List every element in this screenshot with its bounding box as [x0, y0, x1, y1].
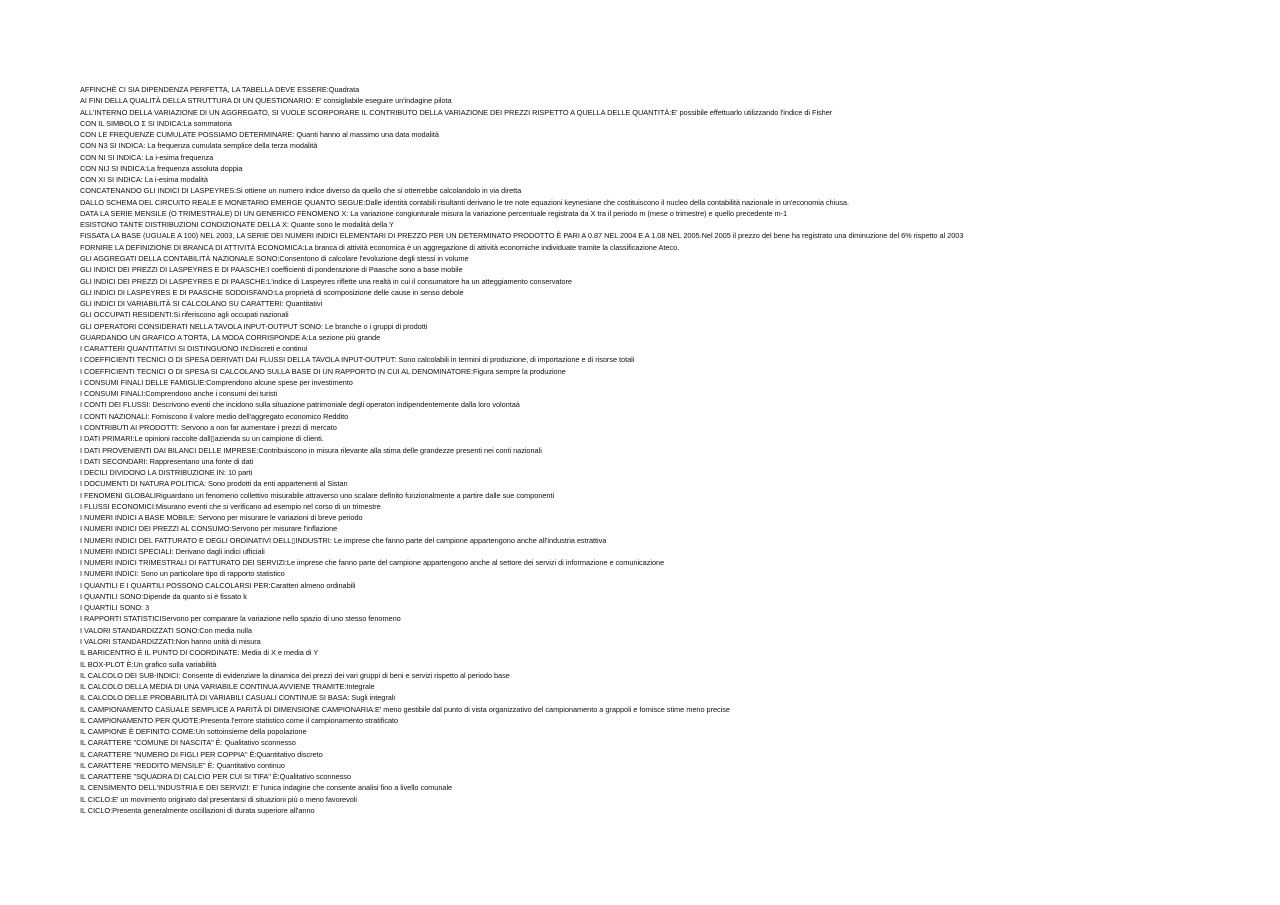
document-line: GUARDANDO UN GRAFICO A TORTA, LA MODA CORRISPONDE A:La sezione più grande: [80, 332, 381, 342]
document-line: IL BARICENTRO È IL PUNTO DI COORDINATE: Media di X e media di Y: [80, 648, 319, 658]
document-line: I VALORI STANDARDIZZATI:Non hanno unità di misura: [80, 637, 261, 647]
document-line: IL CARATTERE "SQUADRA DI CALCIO PER CUI SI TIFA" È:Qualitativo sconnesso: [80, 772, 351, 782]
document-line: I CONTRIBUTI AI PRODOTTI: Servono a non far aumentare i prezzi di mercato: [80, 422, 337, 432]
document-line: IL CARATTERE "NUMERO DI FIGLI PER COPPIA" È:Quantitativo discreto: [80, 749, 323, 759]
document-line: I DATI SECONDARI: Rappresentano una fonte di dati: [80, 456, 254, 466]
document-line: I QUANTILI E I QUARTILI POSSONO CALCOLARSI PER:Caratteri almeno ordinabili: [80, 580, 356, 590]
document-line: I DOCUMENTI DI NATURA POLITICA: Sono prodotti da enti appartenenti al Sistan: [80, 479, 348, 489]
document-line: FISSATA LA BASE (UGUALE A 100) NEL 2003, LA SERIE DEI NUMERI INDICI ELEMENTARI DI PREZZO PER UN DETERMINATO PRODOTTO È PARI A 0.87 NEL 2004 E A 1.08 NEL 2005.Nel 2005 il prezzo del bene ha registrato una diminuzione del 6% rispetto al 2003: [80, 231, 964, 241]
document-line: I FENOMENI GLOBALIRiguardano un fenomeno collettivo misurabile attraverso uno scalare definito funzionalmente a partire dalle sue componenti: [80, 490, 555, 500]
document-line: I CARATTERI QUANTITATIVI SI DISTINGUONO IN:Discreti e continui: [80, 344, 308, 354]
document-line: I QUANTILI SONO:Dipende da quanto si è fissato k: [80, 591, 247, 601]
document-line: CON LE FREQUENZE CUMULATE POSSIAMO DETERMINARE: Quanti hanno al massimo una data modalità: [80, 130, 439, 140]
document-line: IL CARATTERE "COMUNE DI NASCITA" È: Qualitativo sconnesso: [80, 738, 296, 748]
document-line: IL CENSIMENTO DELL'INDUSTRIA E DEI SERVIZI: E' l'unica indagine che consente analisi fino a livello comunale: [80, 783, 453, 793]
document-line: AI FINI DELLA QUALITÀ DELLA STRUTTURA DI UN QUESTIONARIO: E' consigliabile eseguire un'indagine pilota: [80, 96, 452, 106]
document-line: CON XI SI INDICA: La i-esima modalità: [80, 175, 208, 185]
document-line: I DATI PRIMARI:Le opinioni raccolte dall▯azienda su un campione di clienti.: [80, 434, 324, 444]
document-line: I COEFFICIENTI TECNICI O DI SPESA SI CALCOLANO SULLA BASE DI UN RAPPORTO IN CUI AL DENOMINATORE:Figura sempre la produzione: [80, 366, 566, 376]
document-line: I DECILI DIVIDONO LA DISTRIBUZIONE IN: 10 parti: [80, 468, 253, 478]
document-line: I NUMERI INDICI DEI PREZZI AL CONSUMO:Servono per misurare l'inflazione: [80, 524, 338, 534]
document-line: I CONSUMI FINALI:Comprendono anche i consumi dei turisti: [80, 389, 278, 399]
document-text-block: [80, 84, 1260, 816]
document-line: I NUMERI INDICI TRIMESTRALI DI FATTURATO DEI SERVIZI:Le imprese che fanno parte del campione appartengono anche al settore dei servizi di informazione e comunicazione: [80, 558, 665, 568]
document-line: IL CAMPIONE È DEFINITO COME:Un sottoinsieme della popolazione: [80, 727, 307, 737]
document-line: CON NIJ SI INDICA:La frequenza assoluta doppia: [80, 163, 243, 173]
document-line: GLI OPERATORI CONSIDERATI NELLA TAVOLA INPUT-OUTPUT SONO: Le branche o i gruppi di prodotti: [80, 321, 428, 331]
document-line: I QUARTILI SONO: 3: [80, 603, 150, 613]
document-line: I DATI PROVENIENTI DAI BILANCI DELLE IMPRESE:Contribuiscono in misura rilevante alla stima delle grandezze presenti nei conti nazionali: [80, 445, 542, 455]
document-line: IL CALCOLO DELLA MEDIA DI UNA VARIABILE CONTINUA AVVIENE TRAMITE:Integrale: [80, 682, 375, 692]
document-line: ALL'INTERNO DELLA VARIAZIONE DI UN AGGREGATO, SI VUOLE SCORPORARE IL CONTRIBUTO DELLA VARIAZIONE DEI PREZZI RISPETTO A QUELLA DELLE QUANTITÀ:E' possibile effettuarlo utilizzando l'indice di Fisher: [80, 107, 833, 117]
document-line: GLI INDICI DI LASPEYRES E DI PAASCHE SODDISFANO:La proprietà di scomposizione delle cause in senso debole: [80, 287, 464, 297]
document-line: I VALORI STANDARDIZZATI SONO:Con media nulla: [80, 625, 252, 635]
document-line: I NUMERI INDICI A BASE MOBILE: Servono per misurare le variazioni di breve periodo: [80, 513, 363, 523]
document-line: ESISTONO TANTE DISTRIBUZIONI CONDIZIONATE DELLA X: Quante sono le modalità della Y: [80, 220, 394, 230]
document-line: IL CICLO:E' un movimento originato dal presentarsi di situazioni più o meno favorevoli: [80, 794, 358, 804]
document-line: GLI INDICI DEI PREZZI DI LASPEYRES E DI PAASCHE:I coefficienti di ponderazione di Paasche sono a base mobile: [80, 265, 463, 275]
document-line: I NUMERI INDICI: Sono un particolare tipo di rapporto statistico: [80, 569, 285, 579]
document-line: I FLUSSI ECONOMICI:Misurano eventi che si verificano ad esempio nel corso di un trimestre: [80, 501, 381, 511]
document-line: AFFINCHÈ CI SIA DIPENDENZA PERFETTA, LA TABELLA DEVE ESSERE:Quadrata: [80, 85, 360, 94]
document-line: CON NI SI INDICA: La i-esima frequenza: [80, 152, 214, 162]
document-line: GLI INDICI DI VARIABILITÀ SI CALCOLANO SU CARATTERI: Quantitativi: [80, 299, 323, 309]
document-line: I NUMERI INDICI SPECIALI: Derivano dagli indici ufficiali: [80, 546, 265, 556]
document-line: IL CAMPIONAMENTO CASUALE SEMPLICE A PARITÀ DI DIMENSIONE CAMPIONARIA:E' meno gestibile dal punto di vista organizzativo del campionamento a grappoli e fornisce stime meno precise: [80, 704, 730, 714]
document-line: IL CALCOLO DELLE PROBABILITÀ DI VARIABILI CASUALI CONTINUE SI BASA: Sugli integrali: [80, 693, 395, 703]
document-line: DATA LA SERIE MENSILE (O TRIMESTRALE) DI UN GENERICO FENOMENO X: La variazione congiunturale misura la variazione percentuale registrata da X tra il periodo m (mese o trimestre) e quello precedente m-1: [80, 208, 788, 218]
document-line: IL BOX-PLOT È:Un grafico sulla variabilità: [80, 659, 217, 669]
document-line: CON N3 SI INDICA: La frequenza cumulata semplice della terza modalità: [80, 141, 318, 151]
document-line: IL CAMPIONAMENTO PER QUOTE:Presenta l'errore statistico come il campionamento stratificato: [80, 715, 399, 725]
document-line: IL CALCOLO DEI SUB-INDICI: Consente di evidenziare la dinamica dei prezzi dei vari gruppi di beni e servizi rispetto al periodo base: [80, 670, 510, 680]
document-line: I CONTI DEI FLUSSI: Descrivono eventi che incidono sulla situazione patrimoniale degli operatori indipendentemente dalla loro volontaà: [80, 400, 520, 410]
document-line: IL CARATTERE "REDDITO MENSILE" È: Quantitativo continuo: [80, 760, 285, 770]
document-line: CON IL SIMBOLO Σ SI INDICA:La sommatoria: [80, 118, 232, 128]
document-line: I RAPPORTI STATISTICIServono per comparare la variazione nello spazio di uno stesso fenomeno: [80, 614, 401, 624]
document-line: IL CICLO:Presenta generalmente oscillazioni di durata superiore all'anno: [80, 806, 315, 815]
document-line: CONCATENANDO GLI INDICI DI LASPEYRES:Si ottiene un numero indice diverso da quello che si otterrebbe calcolandolo in via diretta: [80, 186, 522, 196]
document-line: GLI INDICI DEI PREZZI DI LASPEYRES E DI PAASCHE:L'indice di Laspeyres riflette una realtà in cui il consumatore ha un atteggiamento conservatore: [80, 276, 572, 286]
document-line: GLI AGGREGATI DELLA CONTABILITÀ NAZIONALE SONO:Consentono di calcolare l'evoluzione degli stessi in volume: [80, 253, 469, 263]
document-line: I CONTI NAZIONALI: Forniscono il valore medio dell'aggregato economico Reddito: [80, 411, 349, 421]
document-line: FORNIRE LA DEFINIZIONE DI BRANCA DI ATTIVITÀ ECONOMICA:La branca di attività economica è un aggregazione di attività economiche individuate tramite la classificazione Ateco.: [80, 242, 680, 252]
document-line: DALLO SCHEMA DEL CIRCUITO REALE E MONETARIO EMERGE QUANTO SEGUE:Dalle identità contabili risultanti derivano le tre note equazioni keynesiane che costituiscono il nucleo della contabilità nazionale in un'economia chiusa.: [80, 197, 849, 207]
document-line: I COEFFICIENTI TECNICI O DI SPESA DERIVATI DAI FLUSSI DELLA TAVOLA INPUT-OUTPUT: Sono calcolabili in termini di produzione, di importazione e di risorse totali: [80, 355, 635, 365]
document-line: I NUMERI INDICI DEL FATTURATO E DEGLI ORDINATIVI DELL▯INDUSTRI: Le imprese che fanno parte del campione appartengono anche all'industria estrattiva: [80, 535, 607, 545]
document-line: GLI OCCUPATI RESIDENTI:Si riferiscono agli occupati nazionali: [80, 310, 289, 320]
document-line: I CONSUMI FINALI DELLE FAMIGLIE:Comprendono alcune spese per investimento: [80, 377, 353, 387]
